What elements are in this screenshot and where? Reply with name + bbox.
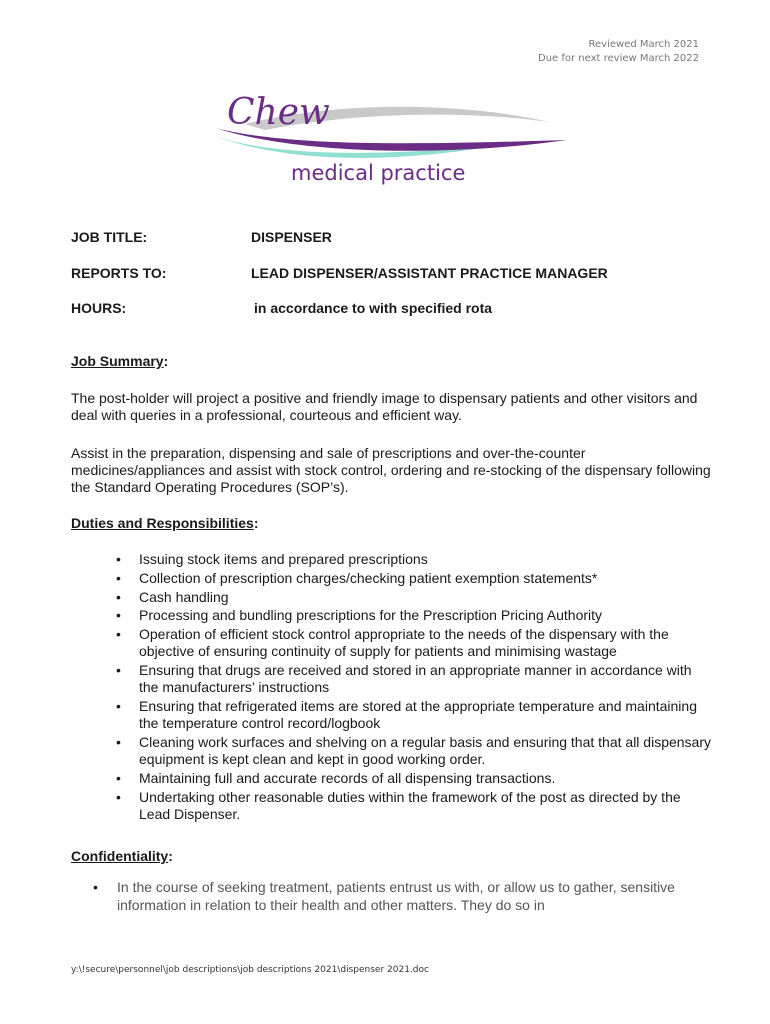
job-summary-paragraph-2: Assist in the preparation, dispensing and sale of prescriptions and over-the-counter medicines/appliances and assist with stock control, ordering and re-stocking of the dispensary following the Standard Operating Procedures (SOP’s). [71, 445, 711, 495]
logo-tagline: medical practice [291, 161, 466, 185]
document-file-path: y:\!secure\personnel\job descriptions\job descriptions 2021\dispenser 2021.doc [71, 965, 429, 975]
logo-wordmark: Chew [227, 94, 330, 133]
confidentiality-list [71, 879, 711, 914]
list-item: • Undertaking other reasonable duties within the framework of the post as directed by the Lead Dispenser. [71, 789, 711, 823]
list-item: • Cleaning work surfaces and shelving on a regular basis and ensuring that that all dispensary equipment is kept clean and kept in good working order. [71, 734, 711, 768]
hours-value: in accordance to with specified rota [254, 300, 493, 316]
reviewed-date: Reviewed March 2021 [588, 39, 699, 50]
list-item: • In the course of seeking treatment, patients entrust us with, or allow us to gather, sensitive information in relation to their health and other matters. They do so in [71, 879, 711, 914]
list-item: • Cash handling [71, 589, 711, 606]
duties-heading: Duties and Responsibilities: [71, 515, 259, 531]
list-item: • Maintaining full and accurate records of all dispensing transactions. [71, 770, 711, 787]
list-item: • Collection of prescription charges/checking patient exemption statements* [71, 570, 711, 587]
list-item: • Ensuring that drugs are received and stored in an appropriate manner in accordance with the manufacturers’ instructions [71, 662, 711, 696]
next-review-date: Due for next review March 2022 [538, 53, 699, 64]
confidentiality-heading: Confidentiality: [71, 848, 173, 864]
hours-label: HOURS: [71, 300, 127, 316]
reports-to-value: LEAD DISPENSER/ASSISTANT PRACTICE MANAGER [251, 265, 608, 281]
practice-logo [205, 94, 575, 190]
list-item: • Operation of efficient stock control appropriate to the needs of the dispensary with the objective of ensuring continuity of supply for patients and minimising wastage [71, 626, 711, 660]
job-title-label: JOB TITLE: [71, 229, 148, 245]
job-title-value: DISPENSER [251, 229, 332, 245]
list-item: • Ensuring that refrigerated items are stored at the appropriate temperature and maintaining the temperature control record/logbook [71, 698, 711, 732]
review-dates [538, 38, 699, 66]
list-item: • Processing and bundling prescriptions for the Prescription Pricing Authority [71, 607, 711, 624]
list-item: • Issuing stock items and prepared prescriptions [71, 551, 711, 568]
job-summary-heading: Job Summary: [71, 353, 169, 369]
duties-list [71, 551, 711, 825]
job-summary-paragraph-1: The post-holder will project a positive and friendly image to dispensary patients and other visitors and deal with queries in a professional, courteous and efficient way. [71, 390, 698, 423]
reports-to-label: REPORTS TO: [71, 265, 167, 281]
